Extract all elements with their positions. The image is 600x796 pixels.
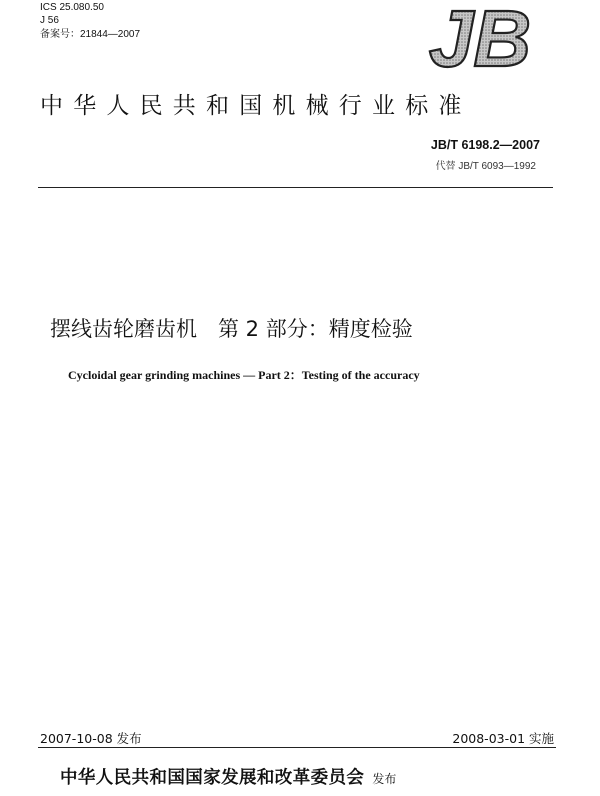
- standard-category: 中华人民共和国机械行业标准: [40, 93, 472, 119]
- classification-code: J 56: [40, 15, 59, 26]
- record-number: 备案号：21844—2007: [40, 29, 141, 40]
- standard-code: JB/T 6198.2—2007: [430, 138, 540, 152]
- title-english: Cycloidal gear grinding machines — Part 2：Testing of the accuracy: [68, 368, 420, 382]
- publisher-row: [60, 764, 396, 789]
- publisher-name: 中华人民共和国国家发展和改革委员会: [60, 768, 365, 788]
- ics-number: ICS 25.080.50: [40, 2, 104, 13]
- jb-logo: [404, 2, 556, 74]
- jb-logo-text: JB: [428, 2, 532, 74]
- publish-label: 发布: [372, 772, 397, 786]
- replaces-standard: 代替 JB/T 6093—1992: [435, 161, 536, 172]
- footer-rule: [38, 747, 556, 748]
- title-chinese: 摆线齿轮磨齿机 第 2 部分：精度检验: [50, 317, 413, 341]
- issue-date: 2007-10-08 发布: [40, 731, 142, 746]
- header-rule: [38, 187, 553, 188]
- implementation-date: 2008-03-01 实施: [452, 731, 554, 746]
